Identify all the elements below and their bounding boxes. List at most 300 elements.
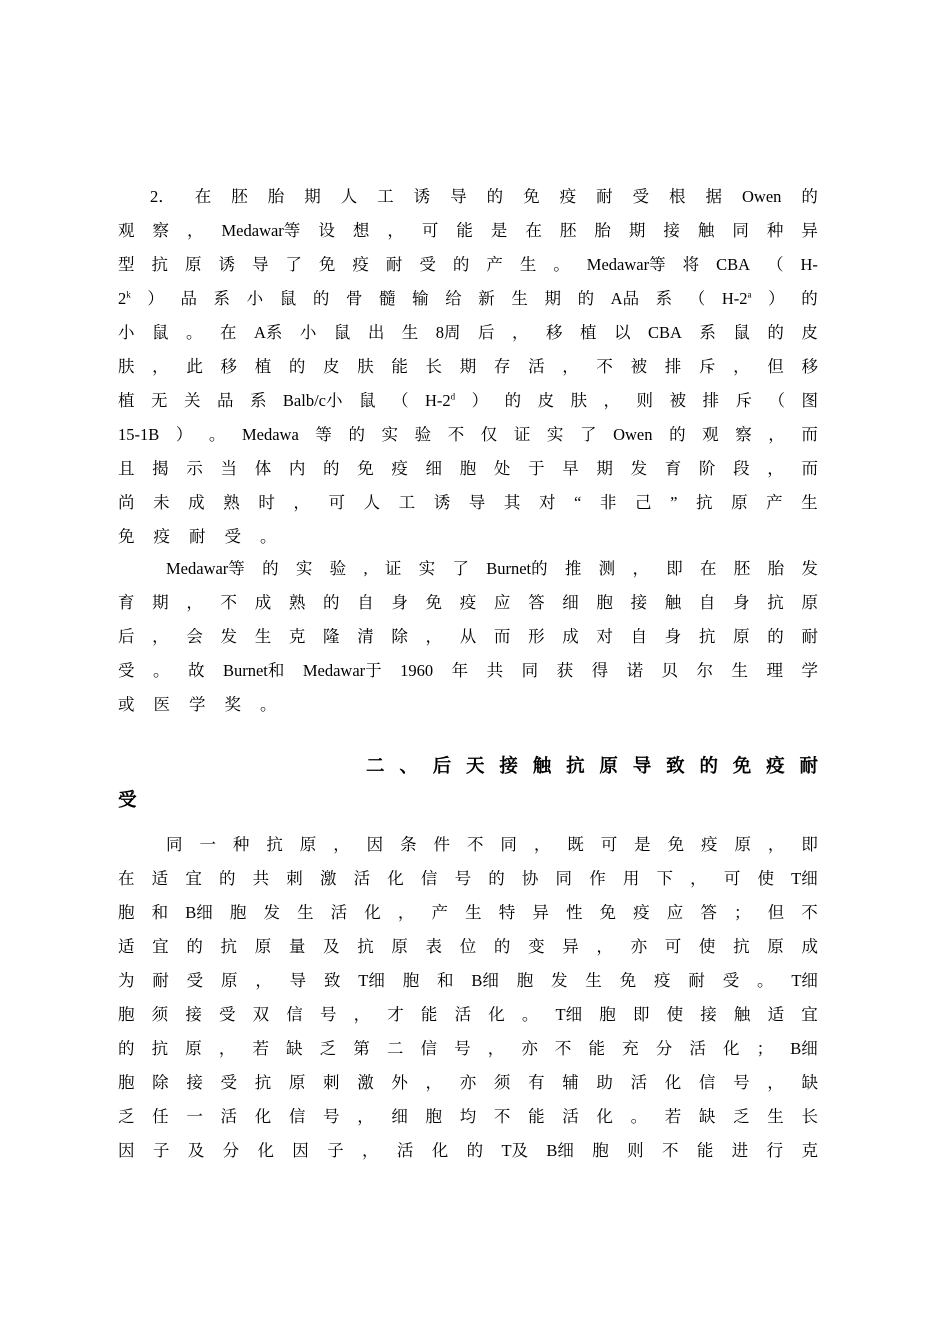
text-token: ， (596, 937, 613, 956)
text-token: 早 (562, 459, 579, 478)
text-token: 免 (619, 971, 637, 990)
text-token: Medawar于 (302, 661, 382, 680)
text-token: 身 (733, 593, 750, 612)
text-token: 。 (260, 695, 277, 714)
heading-token: 导 (632, 757, 652, 777)
text-token: 胞 (459, 459, 477, 478)
text-token: 化 (387, 869, 404, 888)
text-token: 生 (801, 493, 818, 512)
text-token: 须 (493, 1073, 511, 1092)
text-token: 验 (414, 425, 432, 444)
text-token: 未 (153, 493, 170, 512)
text-token: 贝 (661, 661, 679, 680)
text-token: 导 (251, 255, 269, 274)
text-token: 抗 (733, 937, 750, 956)
text-token: 同 (732, 221, 749, 240)
text-token: 而 (801, 459, 818, 478)
text-token: 形 (528, 627, 545, 646)
text-token: 异 (801, 221, 818, 240)
text-token: 子 (327, 1141, 344, 1160)
text-token: 均 (459, 1107, 477, 1126)
text-token: 细 (562, 593, 579, 612)
text-token: 身 (664, 627, 682, 646)
text-token: ， (768, 425, 785, 444)
text-token: 件 (433, 835, 450, 854)
text-token: 出 (367, 323, 385, 342)
text-token: 清 (357, 627, 374, 646)
text-token: B细 (546, 1141, 574, 1160)
text-token: 系 (249, 391, 267, 410)
text-token: 因 (292, 1141, 309, 1160)
text-token: 适 (118, 937, 135, 956)
text-token: 等 (315, 425, 332, 444)
text-token: 小 (118, 323, 135, 342)
heading-token: 免 (732, 757, 752, 777)
text-token: 化 (254, 1107, 272, 1126)
text-token: ， (152, 627, 169, 646)
text-token: 缺 (698, 1107, 716, 1126)
text-token: 免 (667, 835, 685, 854)
text-token: 须 (151, 1005, 169, 1024)
text-token: 想 (352, 221, 370, 240)
text-token: 适 (767, 1005, 785, 1024)
text-token: 不 (220, 593, 238, 612)
text-token: 化 (488, 1005, 505, 1024)
text-token: 段 (733, 459, 750, 478)
text-token: 化 (664, 1073, 682, 1092)
text-token: 实 (295, 559, 313, 578)
heading-token: 、 (399, 757, 418, 777)
text-token: 受 (224, 527, 241, 546)
heading-token: 天 (466, 757, 485, 777)
text-line (118, 355, 818, 379)
text-token: 活 (528, 357, 545, 376)
heading-line (366, 753, 818, 781)
text-token: 变 (528, 937, 545, 956)
text-token: 应 (666, 903, 684, 922)
text-token: 将 (682, 255, 700, 274)
text-line (118, 287, 818, 311)
text-token: “ (574, 493, 582, 512)
text-token: 后 (478, 323, 495, 342)
text-token: 不 (466, 835, 484, 854)
text-token: 获 (556, 661, 574, 680)
text-token: ， (632, 559, 649, 578)
text-token: 察 (152, 221, 169, 240)
text-token: 使 (698, 937, 716, 956)
text-token: 对 (596, 627, 613, 646)
text-token: 。 (553, 255, 570, 274)
text-token: 2． (150, 187, 175, 206)
text-token: 胚 (559, 221, 577, 240)
text-token: 则 (636, 391, 654, 410)
text-token: 诺 (626, 661, 644, 680)
text-token: 受 (186, 971, 204, 990)
text-token: 品 (180, 289, 197, 308)
text-token: 除 (391, 627, 408, 646)
text-token: 导 (468, 493, 486, 512)
text-token: Burnet和 (222, 661, 285, 680)
text-token: 理 (766, 661, 783, 680)
text-token: 分 (655, 1039, 673, 1058)
text-token: 接 (630, 593, 648, 612)
text-token: 发 (220, 627, 238, 646)
text-token: 活 (689, 1039, 706, 1058)
text-token: 会 (186, 627, 203, 646)
heading-token: 耐 (799, 757, 818, 777)
text-token: 化 (257, 1141, 274, 1160)
text-token: 不 (554, 1039, 572, 1058)
text-token: 胚 (733, 559, 751, 578)
text-token: 成 (188, 493, 205, 512)
text-token: 成 (801, 937, 818, 956)
text-token: 了 (285, 255, 302, 274)
text-token: 原 (254, 937, 272, 956)
text-token: 其 (503, 493, 521, 512)
text-token: 的 (504, 391, 522, 410)
text-token: 尚 (118, 493, 135, 512)
text-token: 疫 (701, 835, 718, 854)
text-token: T细 (555, 1005, 583, 1024)
text-token: 而 (493, 627, 511, 646)
text-token: 后 (118, 627, 135, 646)
text-token: 抗 (151, 1039, 169, 1058)
text-token: 医 (153, 695, 170, 714)
text-token: 人 (340, 187, 358, 206)
text-token: 原 (734, 835, 751, 854)
text-token: ； (733, 903, 751, 922)
text-token: 免 (318, 255, 336, 274)
text-token: 。 (260, 527, 277, 546)
text-token: 原 (184, 255, 202, 274)
text-line (166, 833, 818, 857)
text-token: 一 (186, 1107, 203, 1126)
text-token: 当 (220, 459, 238, 478)
text-token: ， (425, 627, 443, 646)
text-token: 的 (348, 425, 365, 444)
text-token: 期 (544, 289, 561, 308)
text-token: 接 (663, 221, 680, 240)
text-token: 致 (323, 971, 341, 990)
text-token: 使 (666, 1005, 684, 1024)
text-token: 抗 (266, 835, 283, 854)
text-token: 号 (323, 1107, 340, 1126)
text-token: 异 (562, 937, 579, 956)
text-token: 触 (697, 221, 715, 240)
text-token: 生 (511, 289, 528, 308)
text-token: 小 (246, 289, 264, 308)
text-token: 化 (364, 903, 381, 922)
text-token: 15-1B (118, 425, 160, 444)
text-token: 若 (664, 1107, 682, 1126)
text-token: 发 (801, 559, 818, 578)
text-token: 有 (528, 1073, 545, 1092)
text-token: （ (768, 391, 785, 410)
text-token: 活 (396, 1141, 414, 1160)
text-token: 自 (698, 593, 716, 612)
text-token: 活 (353, 869, 371, 888)
text-token: 的 (577, 289, 595, 308)
text-token: Balb/c小 (282, 391, 343, 410)
text-token: 若 (252, 1039, 269, 1058)
text-token: 因 (118, 1141, 135, 1160)
text-token: 抗 (695, 493, 713, 512)
text-token: 应 (493, 593, 511, 612)
text-token: 宜 (801, 1005, 818, 1024)
text-token: 激 (357, 1073, 374, 1092)
heading-token: 疫 (766, 757, 785, 777)
text-token: 原 (185, 1039, 202, 1058)
text-token: 抗 (254, 1073, 272, 1092)
text-token: 验 (329, 559, 347, 578)
text-token: 的 (767, 323, 784, 342)
text-token: 缺 (801, 1073, 818, 1092)
text-token: 对 (538, 493, 556, 512)
text-token: 的 (323, 459, 340, 478)
text-token: 信 (286, 1005, 303, 1024)
text-token: 生 (519, 255, 537, 274)
text-token: 的 (488, 869, 505, 888)
text-token: 发 (263, 903, 280, 922)
text-token: 生 (297, 903, 314, 922)
text-token: 生 (254, 627, 272, 646)
text-token: 种 (766, 221, 784, 240)
text-token: 实 (381, 425, 399, 444)
text-token: 1960 (400, 661, 434, 680)
text-token: ， (487, 1039, 505, 1058)
text-token: 号 (454, 869, 472, 888)
text-token: 化 (722, 1039, 740, 1058)
text-token: 故 (187, 661, 205, 680)
text-token: 揭 (152, 459, 169, 478)
text-token: A系 (253, 323, 283, 342)
text-line (118, 659, 818, 683)
text-token: 触 (664, 593, 682, 612)
text-token: 但 (767, 903, 785, 922)
heading-token: 触 (532, 757, 552, 777)
text-token: 。 (757, 971, 774, 990)
text-token: 植 (579, 323, 597, 342)
text-token: 宜 (185, 869, 202, 888)
text-line (166, 557, 818, 581)
text-token: 号 (454, 1039, 471, 1058)
text-token: 。 (208, 425, 226, 444)
text-token: 的 (801, 289, 818, 308)
text-token: 不 (801, 903, 818, 922)
text-token: 胎 (594, 221, 611, 240)
text-token: 。 (185, 323, 203, 342)
text-token: 新 (478, 289, 495, 308)
text-token: 任 (152, 1107, 169, 1126)
text-token: 胚 (231, 187, 248, 206)
text-token: 胞 (596, 593, 613, 612)
text-token: 二 (386, 1039, 404, 1058)
text-token: 人 (363, 493, 381, 512)
text-token: Medawa (241, 425, 299, 444)
text-token: 年 (451, 661, 469, 680)
text-token: 斥 (735, 391, 752, 410)
text-token: 双 (252, 1005, 270, 1024)
text-token: 宜 (152, 937, 169, 956)
heading-token: 致 (666, 757, 685, 777)
text-token: 克 (801, 1141, 818, 1160)
text-token: 受 (419, 255, 436, 274)
text-token: ， (357, 1107, 374, 1126)
text-token: 实 (418, 559, 436, 578)
text-token: 从 (459, 627, 477, 646)
text-token: 诱 (218, 255, 235, 274)
text-token: 共 (252, 869, 270, 888)
text-token: 。 (521, 1005, 539, 1024)
text-token: 刺 (286, 869, 303, 888)
text-token: 信 (698, 1073, 716, 1092)
text-token: 同 (500, 835, 517, 854)
text-token: 工 (377, 187, 394, 206)
text-token: 能 (391, 357, 408, 376)
text-token: T细 (358, 971, 385, 990)
text-token: 疫 (559, 187, 577, 206)
text-token: 设 (318, 221, 335, 240)
text-token: 乏 (118, 1107, 135, 1126)
text-token: ， (733, 357, 750, 376)
text-token: 可 (328, 493, 345, 512)
text-token: ， (512, 323, 529, 342)
text-token: 而 (801, 425, 818, 444)
text-token: 输 (412, 289, 429, 308)
text-token: A品 (610, 289, 640, 308)
text-token: 疫 (654, 971, 671, 990)
text-token: 用 (622, 869, 640, 888)
text-token: 移 (220, 357, 238, 376)
text-token: 能 (456, 221, 473, 240)
text-token: 图 (801, 391, 818, 410)
text-token: 胞 (402, 971, 420, 990)
text-token: 即 (666, 559, 683, 578)
text-token: 或 (118, 695, 135, 714)
text-token: B细 (185, 903, 213, 922)
text-token: 在 (219, 323, 237, 342)
text-token: 第 (353, 1039, 370, 1058)
text-token: 即 (801, 835, 818, 854)
text-token: 成 (562, 627, 579, 646)
text-token: 胎 (767, 559, 785, 578)
text-token: 长 (425, 357, 443, 376)
text-token: 期 (459, 357, 477, 376)
text-token: ， (397, 903, 415, 922)
text-token: 子 (152, 1141, 170, 1160)
text-token: 乏 (319, 1039, 337, 1058)
text-token: 且 (118, 459, 135, 478)
text-token: T细 (791, 971, 818, 990)
text-token: 排 (664, 357, 682, 376)
text-token: 学 (189, 695, 206, 714)
text-token: 受 (118, 661, 135, 680)
text-token: 表 (425, 937, 443, 956)
text-token: 的 (493, 937, 511, 956)
text-token: 因 (366, 835, 384, 854)
text-token: 导 (450, 187, 467, 206)
text-token: 此 (186, 357, 203, 376)
text-token: 据 (705, 187, 723, 206)
text-token: 移 (801, 357, 818, 376)
text-token: 异 (532, 903, 549, 922)
text-token: CBA (647, 323, 682, 342)
text-token: 品 (216, 391, 234, 410)
text-token: 接 (186, 1073, 203, 1092)
text-token: 号 (319, 1005, 337, 1024)
text-token: 不 (662, 1141, 679, 1160)
text-token: 期 (628, 221, 646, 240)
text-token: ， (333, 835, 350, 854)
text-line (118, 969, 818, 993)
text-token: 鼠 (733, 323, 750, 342)
text-line (118, 321, 818, 345)
text-line (118, 491, 818, 515)
text-token: ， (187, 221, 204, 240)
text-token: 种 (232, 835, 250, 854)
text-token: 原 (733, 627, 750, 646)
text-token: 原 (731, 493, 748, 512)
text-token: 内 (288, 459, 306, 478)
text-token: 信 (288, 1107, 306, 1126)
text-token: H-2$^d$ (424, 391, 456, 410)
text-token: 刺 (323, 1073, 340, 1092)
text-line (118, 253, 818, 277)
text-token: 工 (398, 493, 416, 512)
text-token: 克 (288, 627, 306, 646)
text-token: T及 (501, 1141, 529, 1160)
text-token: 鼠 (333, 323, 351, 342)
text-token: 受 (218, 1005, 236, 1024)
text-token: 尔 (696, 661, 714, 680)
text-token: 能 (420, 1005, 438, 1024)
text-token: 胞 (516, 971, 534, 990)
text-token: 小 (299, 323, 317, 342)
text-token: 肤 (570, 391, 588, 410)
text-line (150, 185, 818, 209)
text-line (118, 1105, 818, 1129)
text-token: 鼠 (358, 391, 376, 410)
text-token: 免 (357, 459, 374, 478)
text-token: B细 (790, 1039, 818, 1058)
text-token: 活 (630, 1073, 648, 1092)
text-token: 特 (498, 903, 516, 922)
text-token: 熟 (223, 493, 240, 512)
text-token: 的 (186, 937, 203, 956)
text-token: 的 (262, 559, 279, 578)
text-token: 的 (323, 593, 340, 612)
text-token: ， (767, 459, 784, 478)
text-token: 发 (551, 971, 568, 990)
text-token: 察 (735, 425, 752, 444)
text-token: 在 (118, 869, 135, 888)
text-token: ） (147, 289, 164, 308)
text-token: 同 (555, 869, 573, 888)
text-token: 激 (319, 869, 337, 888)
text-token: 辅 (562, 1073, 579, 1092)
text-token: 时 (258, 493, 275, 512)
heading-token: 受 (118, 791, 137, 811)
text-token: Medawar等 (586, 255, 666, 274)
text-token: 活 (220, 1107, 238, 1126)
text-token: 受 (220, 1073, 238, 1092)
text-token: 证 (384, 559, 402, 578)
text-token: 答 (528, 593, 545, 612)
text-token: ， (218, 1039, 236, 1058)
text-token: 耐 (596, 187, 613, 206)
text-token: 被 (669, 391, 687, 410)
heading-token: 接 (499, 757, 518, 777)
